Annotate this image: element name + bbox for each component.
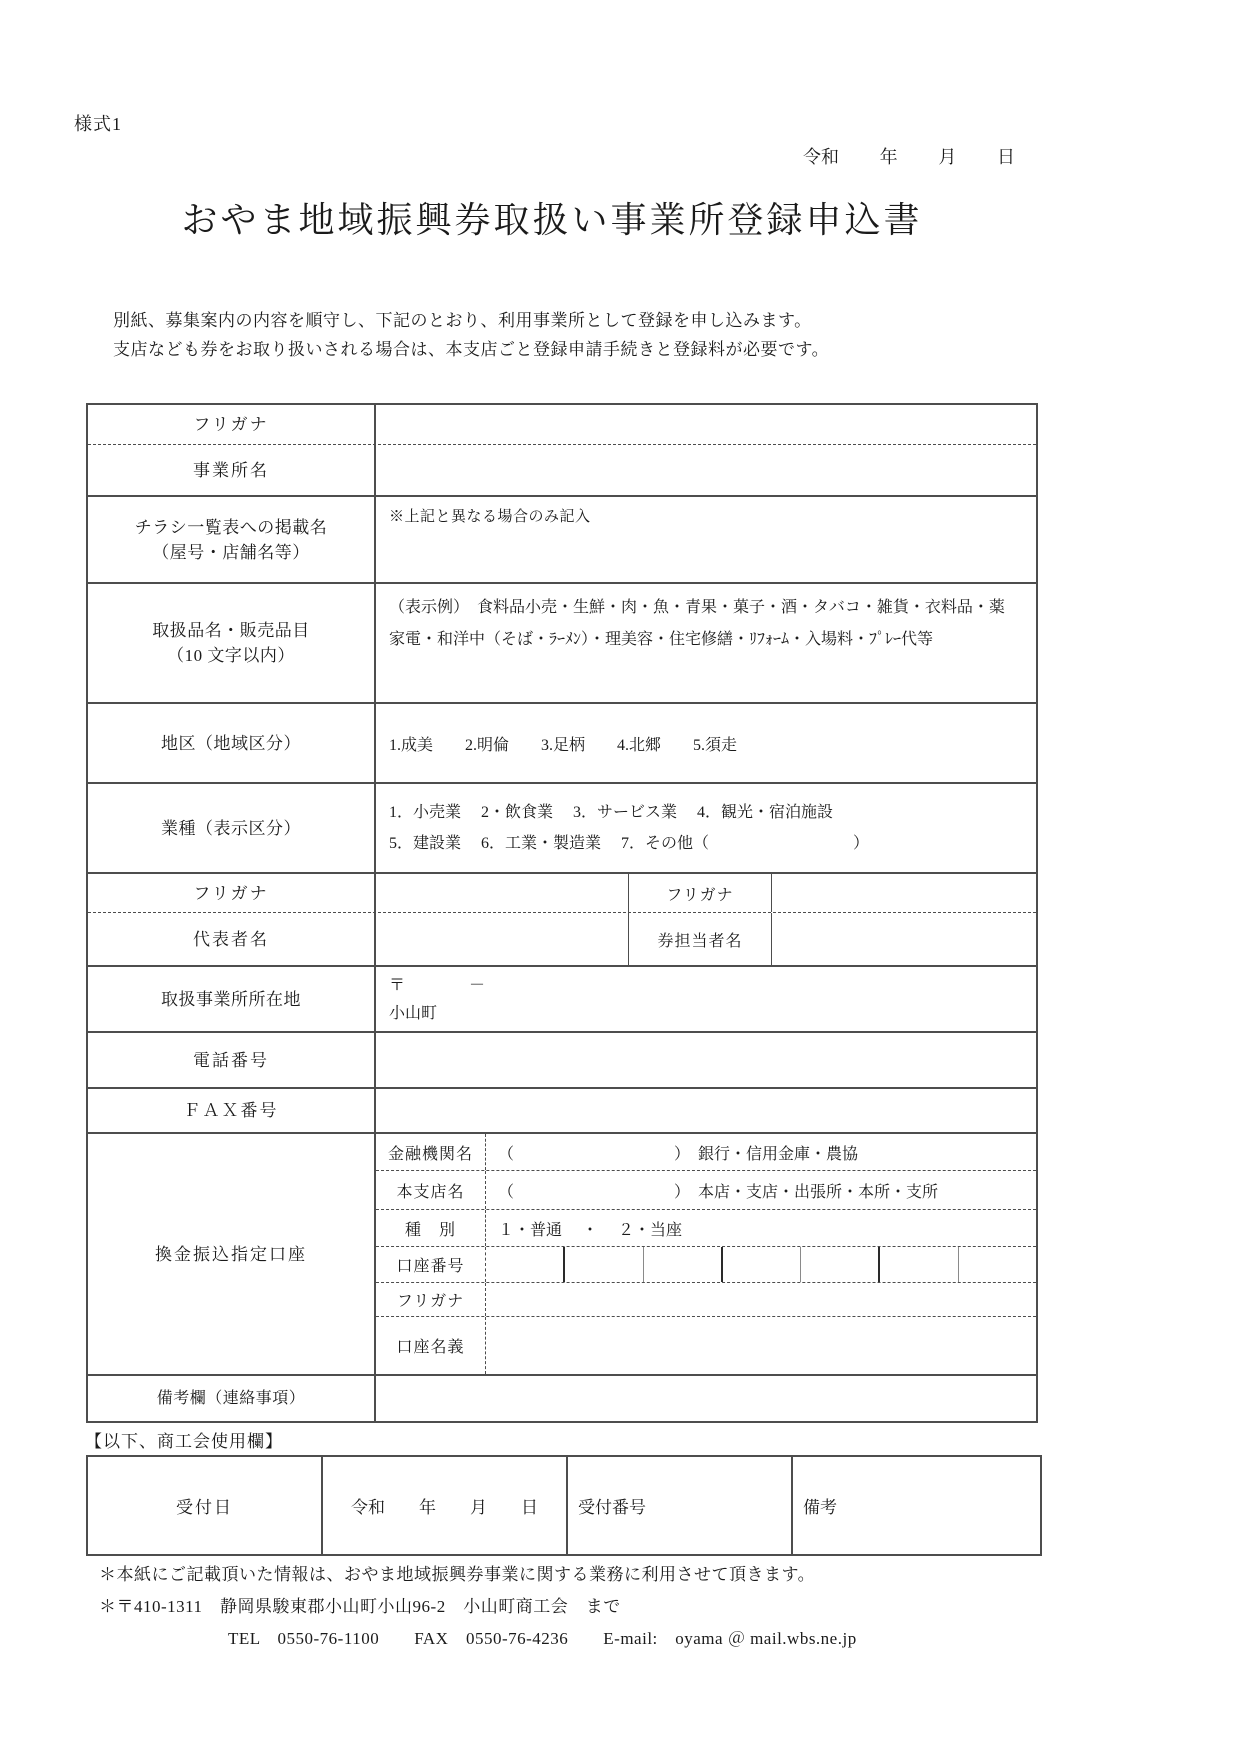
bank-furigana-label: フリガナ [376, 1283, 486, 1316]
industry-options-line2: 5．建設業 6．工業・製造業 7．その他（ ） [389, 835, 870, 852]
row-business-name [88, 445, 1036, 497]
office-use-heading: 【以下、商工会使用欄】 [85, 1432, 283, 1451]
phone-input-area [376, 1033, 1036, 1087]
products-example-line2: 家電・和洋中（そば・ﾗｰﾒﾝ）・理美容・住宅修繕・ﾘﾌｫｰﾑ・入場料・ﾌﾟﾚｰ代等 [389, 631, 934, 648]
bank-account-number-row [376, 1247, 1036, 1283]
products-label-line2: （10 文字以内） [167, 646, 295, 665]
bank-account-subtable [376, 1134, 1036, 1374]
row-phone [88, 1033, 1036, 1089]
business-name-input-area [376, 445, 1036, 495]
flyer-name-label-line2: （屋号・店舗名等） [152, 542, 310, 562]
bank-institution-options: （ ） 銀行・信用金庫・農協 [498, 1145, 859, 1163]
flyer-name-label-line1: チラシ一覧表への掲載名 [134, 517, 328, 537]
address-label: 取扱事業所所在地 [88, 967, 376, 1031]
application-table [86, 403, 1038, 1423]
office-notes-label: 備考 [803, 1498, 837, 1517]
year-label: 年 [879, 147, 898, 167]
intro-paragraph [113, 306, 829, 364]
bank-branch-options: （ ） 本店・支店・出張所・本所・支所 [498, 1183, 939, 1201]
representative-furigana-label: フリガナ [88, 874, 376, 912]
remarks-input-area [376, 1376, 1036, 1421]
business-name-label: 事業所名 [88, 445, 376, 495]
representative-input-area [376, 913, 629, 965]
row-bank-account [88, 1134, 1036, 1376]
bank-branch-label: 本支店名 [376, 1171, 486, 1209]
account-digit-cell [958, 1247, 1036, 1282]
district-label: 地区（地域区分） [88, 704, 376, 782]
bank-furigana-input-area [486, 1283, 1036, 1316]
era-label: 令和 [803, 147, 839, 167]
manager-furigana-input-area [772, 874, 1036, 912]
account-digit-cell [878, 1247, 957, 1282]
phone-label: 電話番号 [88, 1033, 376, 1087]
footer-contact-line: TEL 0550-76-1100 FAX 0550-76-4236 E-mail: oyama ＠ mail.wbs.ne.jp [228, 1629, 857, 1648]
voucher-manager-input-area [772, 913, 1036, 965]
flyer-name-note: ※上記と異なる場合のみ記入 [389, 509, 591, 525]
manager-furigana-label: フリガナ [629, 874, 772, 912]
representative-furigana-input-area [376, 874, 629, 912]
products-example-line1: （表示例） 食料品小売・生鮮・肉・魚・青果・菓子・酒・タバコ・雑貨・衣料品・薬 [389, 599, 1005, 616]
address-town-line: 小山町 [389, 1005, 438, 1022]
fax-input-area [376, 1089, 1036, 1132]
address-postal-line: 〒 － [389, 977, 486, 994]
furigana-input-area [376, 405, 1036, 444]
page-title: おやま地域振興券取扱い事業所登録申込書 [181, 200, 923, 240]
footer-note-address: ＊〒410-1311 静岡県駿東郡小山町小山96-2 小山町商工会 まで [99, 1597, 621, 1616]
account-digit-cell [800, 1247, 878, 1282]
bank-holder-row [376, 1317, 1036, 1374]
day-label: 日 [996, 147, 1015, 167]
row-flyer-name [88, 497, 1036, 584]
bank-institution-row [376, 1134, 1036, 1171]
account-number-label: 口座番号 [376, 1247, 486, 1282]
industry-label: 業種（表示区分） [88, 784, 376, 872]
reception-date-value: 令和 年 月 日 [323, 1457, 568, 1554]
month-label: 月 [938, 147, 957, 167]
row-furigana-business [88, 405, 1036, 445]
row-remarks [88, 1376, 1036, 1421]
reception-date-label: 受付日 [88, 1457, 323, 1554]
bank-institution-label: 金融機関名 [376, 1134, 486, 1170]
address-input-area [376, 967, 1036, 1031]
account-number-cell-strip [486, 1247, 1036, 1282]
representative-label: 代表者名 [88, 913, 376, 965]
products-label-line1: 取扱品名・販売品目 [152, 621, 310, 640]
row-address [88, 967, 1036, 1033]
flyer-name-label [88, 497, 376, 582]
row-furigana-people [88, 874, 1036, 913]
account-digit-cell [721, 1247, 800, 1282]
account-digit-cell [486, 1247, 563, 1282]
industry-options-line1: 1．小売業 2・飲食業 3．サービス業 4．観光・宿泊施設 [389, 804, 834, 821]
row-products [88, 584, 1036, 704]
intro-line-1: 別紙、募集案内の内容を順守し、下記のとおり、利用事業所として登録を申し込みます。 [113, 311, 812, 330]
remarks-label: 備考欄（連絡事項） [88, 1376, 376, 1421]
district-options: 1.成美 2.明倫 3.足柄 4.北郷 5.須走 [389, 736, 738, 754]
products-example [376, 584, 1036, 702]
bank-holder-input-area [486, 1317, 1036, 1374]
account-digit-cell [643, 1247, 721, 1282]
bank-type-options: １・普通 ・ ２・当座 [498, 1221, 683, 1239]
bank-furigana-row [376, 1283, 1036, 1317]
era-date-line [803, 143, 1015, 169]
bank-branch-row [376, 1171, 1036, 1210]
furigana-label: フリガナ [88, 405, 376, 444]
bank-holder-label: 口座名義 [376, 1317, 486, 1374]
bank-type-label: 種 別 [376, 1210, 486, 1246]
industry-options [376, 784, 1036, 872]
intro-line-2: 支店なども券をお取り扱いされる場合は、本支店ごと登録申請手続きと登録料が必要です。 [113, 340, 830, 359]
reception-number-label: 受付番号 [568, 1457, 793, 1554]
row-fax [88, 1089, 1036, 1134]
bank-type-row [376, 1210, 1036, 1247]
fax-label: ＦＡＸ番号 [88, 1089, 376, 1132]
account-digit-cell [563, 1247, 642, 1282]
row-industry [88, 784, 1036, 874]
row-district [88, 704, 1036, 784]
row-representative [88, 913, 1036, 967]
footer-note-privacy: ＊本紙にご記載頂いた情報は、おやま地域振興券事業に関する業務に利用させて頂きます。 [99, 1565, 816, 1584]
account-number-boxes [486, 1247, 1036, 1282]
voucher-manager-label: 券担当者名 [629, 913, 772, 965]
bank-account-label: 換金振込指定口座 [88, 1134, 376, 1374]
form-code: 様式1 [74, 114, 122, 134]
office-use-table [86, 1455, 1042, 1556]
products-label [88, 584, 376, 702]
